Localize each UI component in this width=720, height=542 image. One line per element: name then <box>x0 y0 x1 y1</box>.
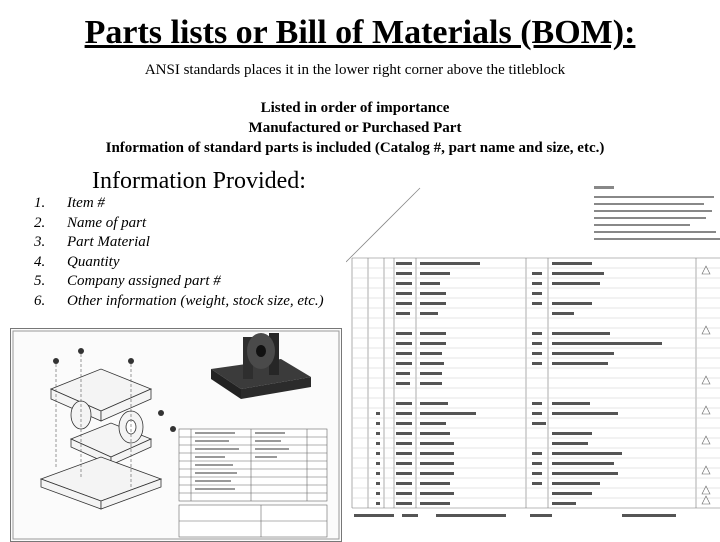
key-points <box>0 98 710 158</box>
list-item: 5. Company assigned part # <box>34 273 221 290</box>
info-list <box>34 194 324 312</box>
assembly-drawing-illustration <box>11 329 341 541</box>
list-item: 1. Item # <box>34 195 105 211</box>
list-item: 3. Part Material <box>34 234 150 251</box>
key-point: Manufactured or Purchased Part <box>248 120 462 136</box>
list-item: 2. Name of part <box>34 214 147 231</box>
key-point: Information of standard parts is included (Catalog #, part name and size, etc.) <box>105 140 605 156</box>
key-point: Listed in order of importance <box>260 100 450 116</box>
list-item: 4. Quantity <box>34 253 120 270</box>
list-item: 6. Other information (weight, stock size, etc.) <box>34 292 324 309</box>
slide-title: Parts lists or Bill of Materials (BOM): <box>84 14 636 51</box>
slide-subtitle: ANSI standards places it in the lower right corner above the titleblock <box>144 62 566 78</box>
info-heading: Information Provided: <box>92 168 306 194</box>
bom-sheet-illustration <box>346 172 720 540</box>
bom-sheet-image <box>346 172 720 540</box>
assembly-drawing-image <box>10 328 342 542</box>
